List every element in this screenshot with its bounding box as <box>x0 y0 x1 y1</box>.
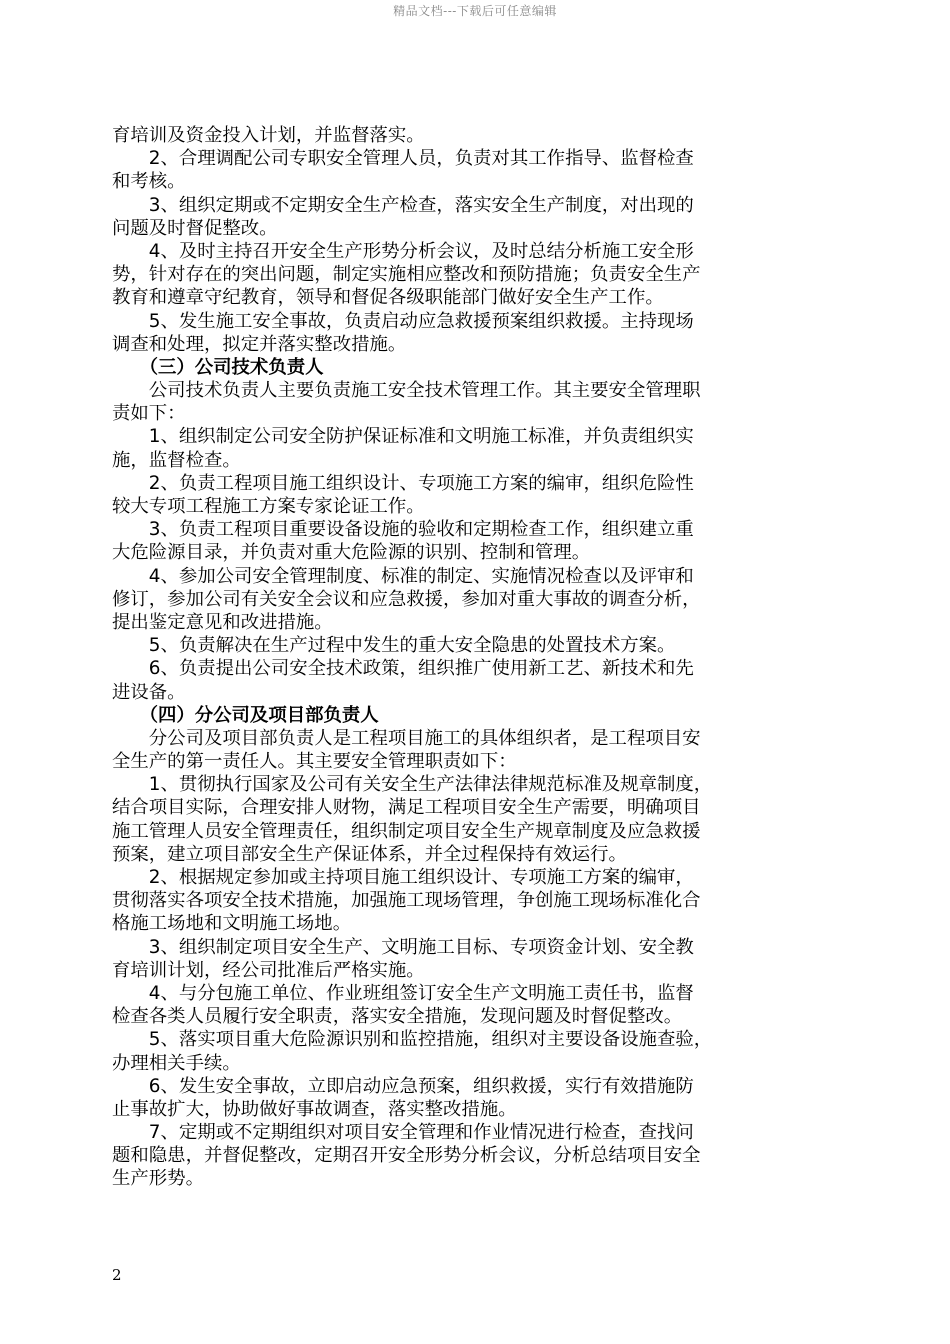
body-line: 办理相关手续。 <box>112 1052 241 1074</box>
body-line: 较大专项工程施工方案专家论证工作。 <box>112 496 425 517</box>
body-line: 问题及时督促整改。 <box>112 217 278 239</box>
body-line: 结合项目实际，合理安排人财物，满足工程项目安全生产需要，明确项目 <box>112 797 701 819</box>
document-body <box>112 124 842 1191</box>
body-line: 进设备。 <box>112 681 186 703</box>
body-line: 育培训计划，经公司批准后严格实施。 <box>112 959 425 981</box>
body-line: 2、负责工程项目施工组织设计、专项施工方案的编审，组织危险性 <box>112 472 694 494</box>
body-line: 分公司及项目部负责人是工程项目施工的具体组织者，是工程项目安 <box>112 727 701 749</box>
body-line: 势，针对存在的突出问题，制定实施相应整改和预防措施；负责安全生产 <box>112 264 701 286</box>
body-line: 1、贯彻执行国家及公司有关安全生产法律法律规范标准及规章制度， <box>112 774 713 796</box>
body-line: 公司技术负责人主要负责施工安全技术管理工作。其主要安全管理职 <box>112 380 701 402</box>
body-line: 4、及时主持召开安全生产形势分析会议，及时总结分析施工安全形 <box>112 240 694 262</box>
body-line: 生产形势。 <box>112 1168 204 1190</box>
body-line: 4、参加公司安全管理制度、标准的制定、实施情况检查以及评审和 <box>112 565 694 587</box>
body-line: 1、组织制定公司安全防护保证标准和文明施工标准，并负责组织实 <box>112 426 694 448</box>
section-heading-3: （三）公司技术负责人 <box>112 356 324 378</box>
body-line: 施，监督检查。 <box>112 449 241 471</box>
body-line: 责如下： <box>112 403 186 425</box>
body-line: 2、根据规定参加或主持项目施工组织设计、专项施工方案的编审， <box>112 867 694 888</box>
body-line: 施工管理人员安全管理责任，组织制定项目安全生产规章制度及应急救援 <box>112 820 701 842</box>
body-line: 调查和处理，拟定并落实整改措施。 <box>112 333 407 355</box>
body-line: 4、与分包施工单位、作业班组签订安全生产文明施工责任书，监督 <box>112 982 694 1004</box>
body-line: 和考核。 <box>112 171 186 193</box>
body-line: 全生产的第一责任人。其主要安全管理职责如下： <box>112 751 517 773</box>
body-line: 贯彻落实各项安全技术措施，加强施工现场管理，争创施工现场标准化合 <box>112 890 701 912</box>
body-line: 预案，建立项目部安全生产保证体系，并全过程保持有效运行。 <box>112 843 627 865</box>
body-line: 3、组织定期或不定期安全生产检查，落实安全生产制度，对出现的 <box>112 194 694 216</box>
body-line: 6、负责提出公司安全技术政策，组织推广使用新工艺、新技术和先 <box>112 658 694 680</box>
page-number: 2 <box>112 1266 122 1284</box>
body-line: 提出鉴定意见和改进措施。 <box>112 611 333 633</box>
body-line: 教育和遵章守纪教育，领导和督促各级职能部门做好安全生产工作。 <box>112 287 664 309</box>
body-line: 5、落实项目重大危险源识别和监控措施，组织对主要设备设施查验， <box>112 1029 713 1051</box>
body-line: 5、负责解决在生产过程中发生的重大安全隐患的处置技术方案。 <box>112 635 676 657</box>
body-line: 6、发生安全事故，立即启动应急预案，组织救援，实行有效措施防 <box>112 1075 694 1097</box>
body-line: 题和隐患，并督促整改，定期召开安全形势分析会议，分析总结项目安全 <box>112 1145 701 1167</box>
document-watermark-header: 精品文档---下载后可任意编辑 <box>393 4 557 18</box>
body-line: 5、发生施工安全事故，负责启动应急救援预案组织救援。主持现场 <box>112 310 694 332</box>
body-line: 止事故扩大，协助做好事故调查，落实整改措施。 <box>112 1098 517 1120</box>
body-line: 2、合理调配公司专职安全管理人员，负责对其工作指导、监督检查 <box>112 148 694 170</box>
body-line: 检查各类人员履行安全职责，落实安全措施，发现问题及时督促整改。 <box>112 1006 683 1028</box>
body-line: 3、组织制定项目安全生产、文明施工目标、专项资金计划、安全教 <box>112 936 694 958</box>
body-line: 育培训及资金投入计划，并监督落实。 <box>112 125 425 146</box>
section-heading-4: （四）分公司及项目部负责人 <box>112 704 379 726</box>
body-line: 格施工场地和文明施工场地。 <box>112 913 352 935</box>
body-line: 修订，参加公司有关安全会议和应急救援，参加对重大事故的调查分析， <box>112 588 701 610</box>
body-line: 3、负责工程项目重要设备设施的验收和定期检查工作，组织建立重 <box>112 519 694 541</box>
body-line: 7、定期或不定期组织对项目安全管理和作业情况进行检查，查找问 <box>112 1122 694 1144</box>
body-line: 大危险源目录，并负责对重大危险源的识别、控制和管理。 <box>112 542 591 564</box>
